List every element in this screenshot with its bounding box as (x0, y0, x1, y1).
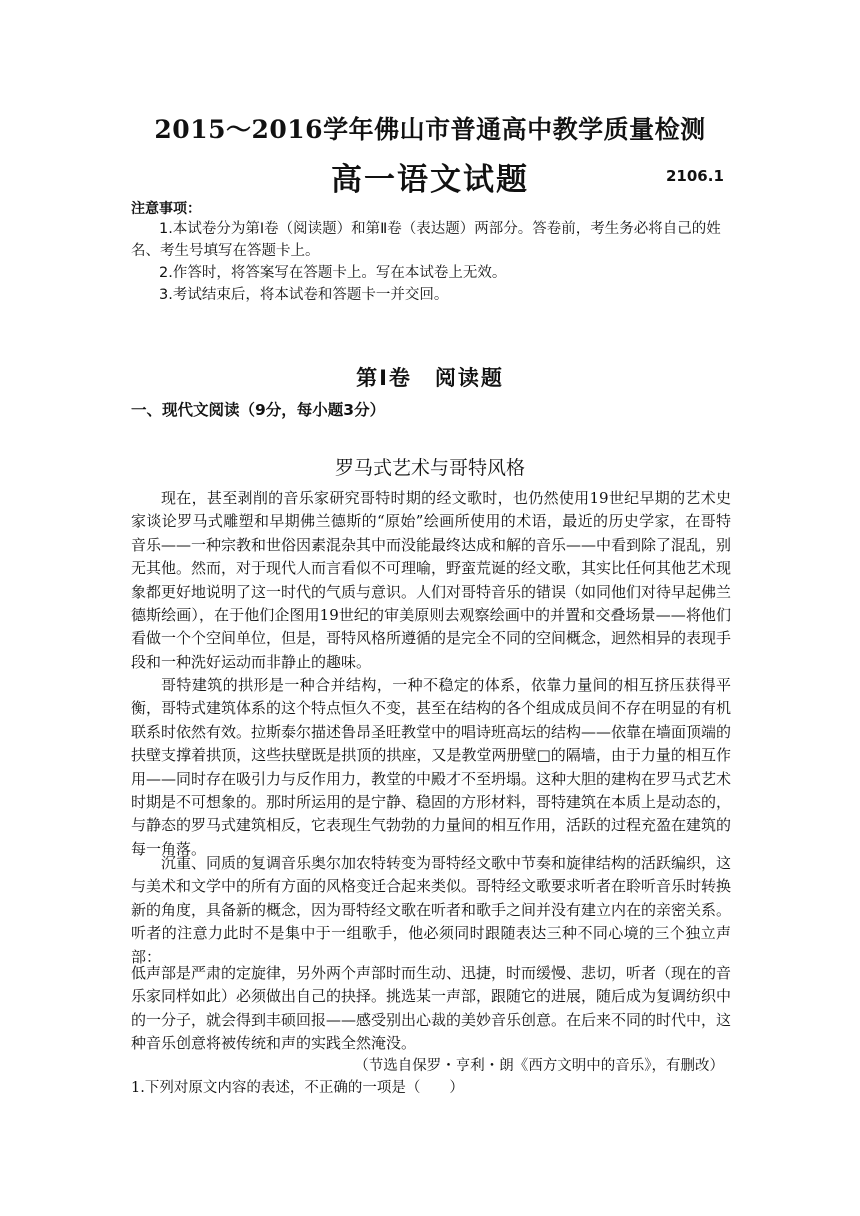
notice-item: 2.作答时，将答案写在答题卡上。写在本试卷上无效。 (159, 265, 507, 281)
question-1: 1.下列对原文内容的表述，不正确的一项是（ ） (131, 1080, 464, 1096)
article-paragraph-text: 现在，甚至剥削的音乐家研究哥特时期的经文歌时，也仍然使用19世纪早期的艺术史家谈论罗马式雕塑和早期佛兰德斯的“原始”绘画所使用的术语，最近的历史学家，在哥特音乐——一种宗教和世俗因素混杂其中而没能最终达成和解的音乐——中看到除了混乱，别无其他。然而，对于现代人而言看似不可理喻，野蛮荒诞的经文歌，其实比任何其他艺术现象都更好地说明了这一时代的气质与意识。人们对哥特音乐的错误（如同他们对待早起佛兰德斯绘画），在于他们企图用19世纪的审美原则去观察绘画中的并置和交叠场景——将他们看做一个个空间单位，但是，哥特风格所遵循的是完全不同的空间概念，迥然相异的表现手段和一种洗好运动而非静止的趣味。 (131, 489, 732, 671)
article-paragraph (131, 852, 731, 969)
article-paragraph (131, 962, 731, 1056)
article-title: 罗马式艺术与哥特风格 (334, 457, 525, 479)
article-paragraph-text: 沉重、同质的复调音乐奥尔加农特转变为哥特经文歌中节奏和旋律结构的活跃编织，这与美术和文学中的所有方面的风格变迁合起来类似。哥特经文歌要求听者在聆听音乐时转换新的角度，具备新的概念，因为哥特经文歌在听者和歌手之间并没有建立内在的亲密关系。听者的注意力此时不是集中于一组歌手，他必须同时跟随表达三种不同心境的三个独立声部： (131, 854, 732, 966)
exam-date: 2106.1 (666, 167, 724, 185)
notice-heading: 注意事项： (131, 201, 201, 217)
part-title: 第Ⅰ卷 阅读题 (356, 366, 504, 390)
article-paragraph-text: 低声部是严肃的定旋律，另外两个声部时而生动、迅捷，时而缓慢、悲切，听者（现在的音乐家同样如此）必须做出自己的抉择。挑选某一声部，跟随它的进展，随后成为复调纺织中的一分子，就会得到丰硕回报——感受别出心裁的美妙音乐创意。在后来不同的时代中，这种音乐创意将被传统和声的实践全然淹没。 (131, 964, 732, 1053)
article-paragraph (131, 674, 731, 861)
article-paragraph (131, 487, 731, 674)
notice-item: 3.考试结束后，将本试卷和答题卡一并交回。 (159, 287, 449, 303)
exam-subject-title: 高一语文试题 (331, 162, 529, 198)
section-title: 一、现代文阅读（9分，每小题3分） (131, 401, 386, 419)
notice-item: 1.本试卷分为第Ⅰ卷（阅读题）和第Ⅱ卷（表达题）两部分。答卷前，考生务必将自己的姓名、考生号填写在答题卡上。 (131, 221, 721, 259)
article-source: （节选自保罗・亨利・朗《西方文明中的音乐》，有删改） (354, 1058, 724, 1074)
article-paragraph-text: 哥特建筑的拱形是一种合并结构，一种不稳定的体系，依靠力量间的相互挤压获得平衡，哥特式建筑体系的这个特点恒久不变，甚至在结构的各个组成成员间不存在明显的有机联系时依然有效。拉斯泰尔描述鲁昂圣旺教堂中的唱诗班高坛的结构——依靠在墙面顶端的扶壁支撑着拱顶，这些扶壁既是拱顶的拱座，又是教堂两册壁□的隔墙，由于力量的相互作用——同时存在吸引力与反作用力，教堂的中殿才不至坍塌。这种大胆的建构在罗马式艺术时期是不可想象的。那时所运用的是宁静、稳固的方形材料，哥特建筑在本质上是动态的，与静态的罗马式建筑相反，它表现生气勃勃的力量间的相互作用，活跃的过程充盈在建筑的每一角落。 (131, 676, 732, 858)
exam-main-title: 2015～2016学年佛山市普通高中教学质量检测 (154, 115, 706, 144)
